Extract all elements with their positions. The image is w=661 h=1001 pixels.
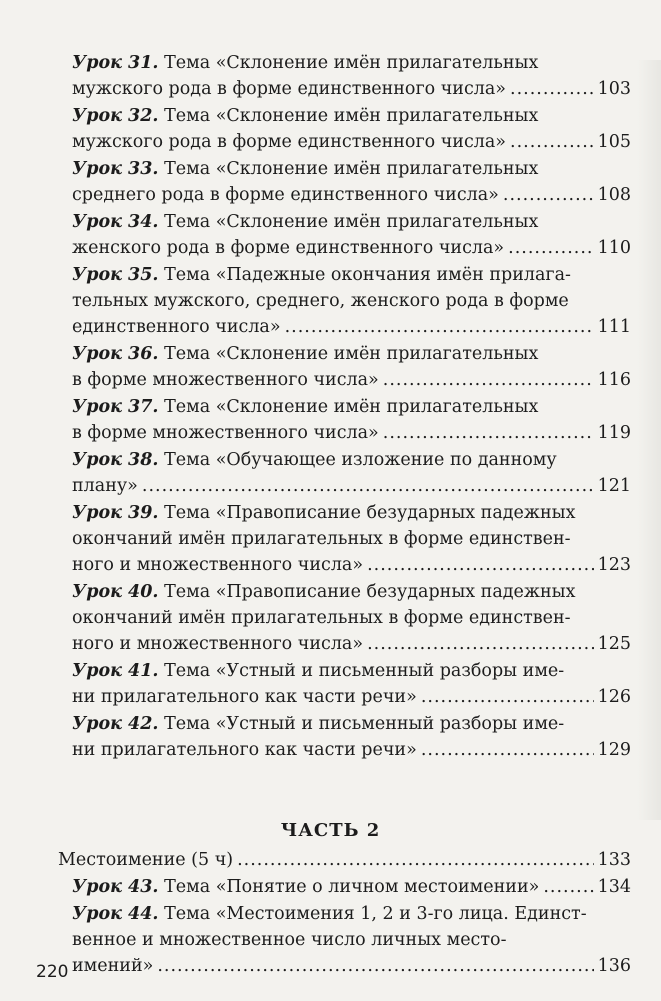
toc-entry [72,500,631,578]
toc-page-number: 110 [597,238,631,258]
toc-page-number: 125 [597,634,631,654]
dot-leader [367,631,594,657]
toc-entry [72,579,631,657]
toc-entry [72,262,631,340]
toc-entry-title: имений» [72,956,154,976]
toc-page-number: 136 [597,956,631,976]
toc-page-number: 123 [597,555,631,575]
lesson-label: Урок 41. [72,661,159,681]
toc-entry-text [72,314,281,340]
toc-entry-line [72,209,631,235]
toc-page-number: 129 [597,740,631,760]
toc-entry-title: окончаний имён прилагательных в форме единствен- [72,529,571,549]
toc-entry-last-line [58,847,631,873]
toc-entry-title: тельных мужского, среднего, женского рода в форме [72,291,569,311]
toc-entry-line [72,605,631,631]
toc-entry-last-line [72,182,631,208]
toc-entry-line [72,579,631,605]
toc-entry [72,658,631,710]
toc-page-number: 134 [597,877,631,897]
dot-leader [421,737,594,763]
toc-entry-title: мужского рода в форме единственного числа» [72,79,507,99]
toc-entry [72,447,631,499]
toc-entry [72,394,631,446]
toc-entry-title: венное и множественное число личных место- [72,930,507,950]
section-title: ЧАСТЬ 2 [280,820,381,841]
toc-entry-line [72,50,631,76]
lesson-label: Урок 37. [72,397,159,417]
toc-page-number: 111 [597,317,631,337]
toc-entry-last-line [72,235,631,261]
toc-page-number: 133 [597,850,631,870]
lesson-label: Урок 31. [72,53,159,73]
toc-entry [72,50,631,102]
dot-leader [510,76,594,102]
toc-page-number: 126 [597,687,631,707]
toc-entry-title: Тема «Склонение имён прилагательных [164,106,539,126]
lesson-label: Урок 38. [72,450,159,470]
toc-entry-last-line [72,420,631,446]
dot-leader [510,129,594,155]
toc-entry-last-line [72,76,631,102]
toc-entry-last-line [72,737,631,763]
toc-entry [72,874,631,900]
lesson-label: Урок 33. [72,159,159,179]
toc-page-number: 103 [597,79,631,99]
toc-entry-line [72,262,631,288]
toc-entry-title: Тема «Склонение имён прилагательных [164,344,539,364]
toc-entry-title: Тема «Понятие о личном местоимении» [164,877,540,897]
toc-entry-text [72,552,363,578]
toc-entry-title: Тема «Правописание безударных падежных [164,503,576,523]
toc-entry [72,209,631,261]
toc-entry-text [72,420,379,446]
lesson-label: Урок 42. [72,714,159,734]
toc-entry-last-line [72,552,631,578]
toc-page-number: 119 [597,423,631,443]
lesson-label: Урок 32. [72,106,159,126]
toc-entry-text [72,953,153,979]
toc-entry-last-line [72,473,631,499]
toc-entry [72,901,631,979]
toc-entry-title: Тема «Склонение имён прилагательных [164,53,539,73]
toc-entry-last-line [72,129,631,155]
toc-entry-title: среднего рода в форме единственного числа» [72,185,499,205]
toc-entry-line [72,156,631,182]
toc-entry-line [72,711,631,737]
toc-entry-last-line [72,953,631,979]
toc-entry-title: окончаний имён прилагательных в форме единствен- [72,608,571,628]
toc-entry-line [72,341,631,367]
dot-leader [142,473,594,499]
toc-entry-title: мужского рода в форме единственного числа» [72,132,507,152]
dot-leader [237,847,593,873]
toc-entry-line [72,901,631,927]
toc-entry-title: Тема «Правописание безударных падежных [164,582,576,602]
toc-entry-title: ни прилагательного как части речи» [72,687,417,707]
toc-entry-text [72,631,363,657]
toc-entry-line [72,394,631,420]
toc-entry-title: Тема «Склонение имён прилагательных [164,212,539,232]
lesson-label: Урок 40. [72,582,159,602]
dot-leader [503,182,594,208]
lesson-label: Урок 35. [72,265,159,285]
toc-entry-text [58,847,233,873]
toc-entry-last-line [72,367,631,393]
toc-entry-last-line [72,684,631,710]
dot-leader [421,684,594,710]
toc-entry-title: Тема «Склонение имён прилагательных [164,397,539,417]
toc-page-number: 108 [597,185,631,205]
toc-entry-text [72,737,417,763]
toc-entry-line [72,288,631,314]
toc-entry-title: Тема «Устный и письменный разборы име- [164,661,565,681]
toc-entry-line [72,500,631,526]
toc-entry-text [72,235,504,261]
toc-entry-title: в форме множественного числа» [72,423,379,443]
lesson-label: Урок 44. [72,904,159,924]
toc-entry-text [72,473,138,499]
lesson-label: Урок 43. [72,877,159,897]
toc-entry-last-line [72,314,631,340]
toc-entry-title: Тема «Устный и письменный разборы име- [164,714,565,734]
page-number: 220 [36,962,69,982]
toc-entry [58,847,631,873]
toc-entry-title: Тема «Обучающее изложение по данному [164,450,557,470]
toc-page-number: 121 [597,476,631,496]
toc-entry-line [72,447,631,473]
lesson-label: Урок 36. [72,344,159,364]
toc-entry-title: ни прилагательного как части речи» [72,740,417,760]
toc-entry-text [72,367,379,393]
toc-entry-text [72,684,417,710]
dot-leader [285,314,594,340]
toc-entry [72,103,631,155]
toc-entry-text [72,129,506,155]
toc-entry-title: плану» [72,476,138,496]
page-shadow [637,60,661,820]
toc-entry-title: женского рода в форме единственного числа» [72,238,505,258]
lesson-label: Урок 39. [72,503,159,523]
toc-entry-title: Тема «Местоимения 1, 2 и 3-го лица. Единст- [164,904,587,924]
dot-leader [367,552,594,578]
toc-entry-last-line [72,874,631,900]
toc-entry-line [72,103,631,129]
toc-entry-last-line [72,631,631,657]
dot-leader [508,235,593,261]
toc-entry [72,156,631,208]
dot-leader [543,874,593,900]
toc-entry-title: Местоимение (5 ч) [58,850,234,870]
toc-entry-title: Тема «Падежные окончания имён прилага- [164,265,571,285]
toc-entry-title: единственного числа» [72,317,281,337]
toc-entry-title: ного и множественного числа» [72,634,364,654]
toc-entry-line [72,526,631,552]
dot-leader [383,367,594,393]
dot-leader [383,420,594,446]
toc-entry-text [72,76,506,102]
dot-leader [157,953,593,979]
toc-entry-title: в форме множественного числа» [72,370,379,390]
toc-entry-text [72,874,539,900]
toc-entry-title: ного и множественного числа» [72,555,364,575]
toc-entry [72,341,631,393]
toc-page-number: 116 [597,370,631,390]
lesson-label: Урок 34. [72,212,159,232]
toc-page-number: 105 [597,132,631,152]
toc-entry-line [72,658,631,684]
toc-entry [72,711,631,763]
toc-entry-title: Тема «Склонение имён прилагательных [164,159,539,179]
toc-entry-text [72,182,499,208]
toc-entry-line [72,927,631,953]
